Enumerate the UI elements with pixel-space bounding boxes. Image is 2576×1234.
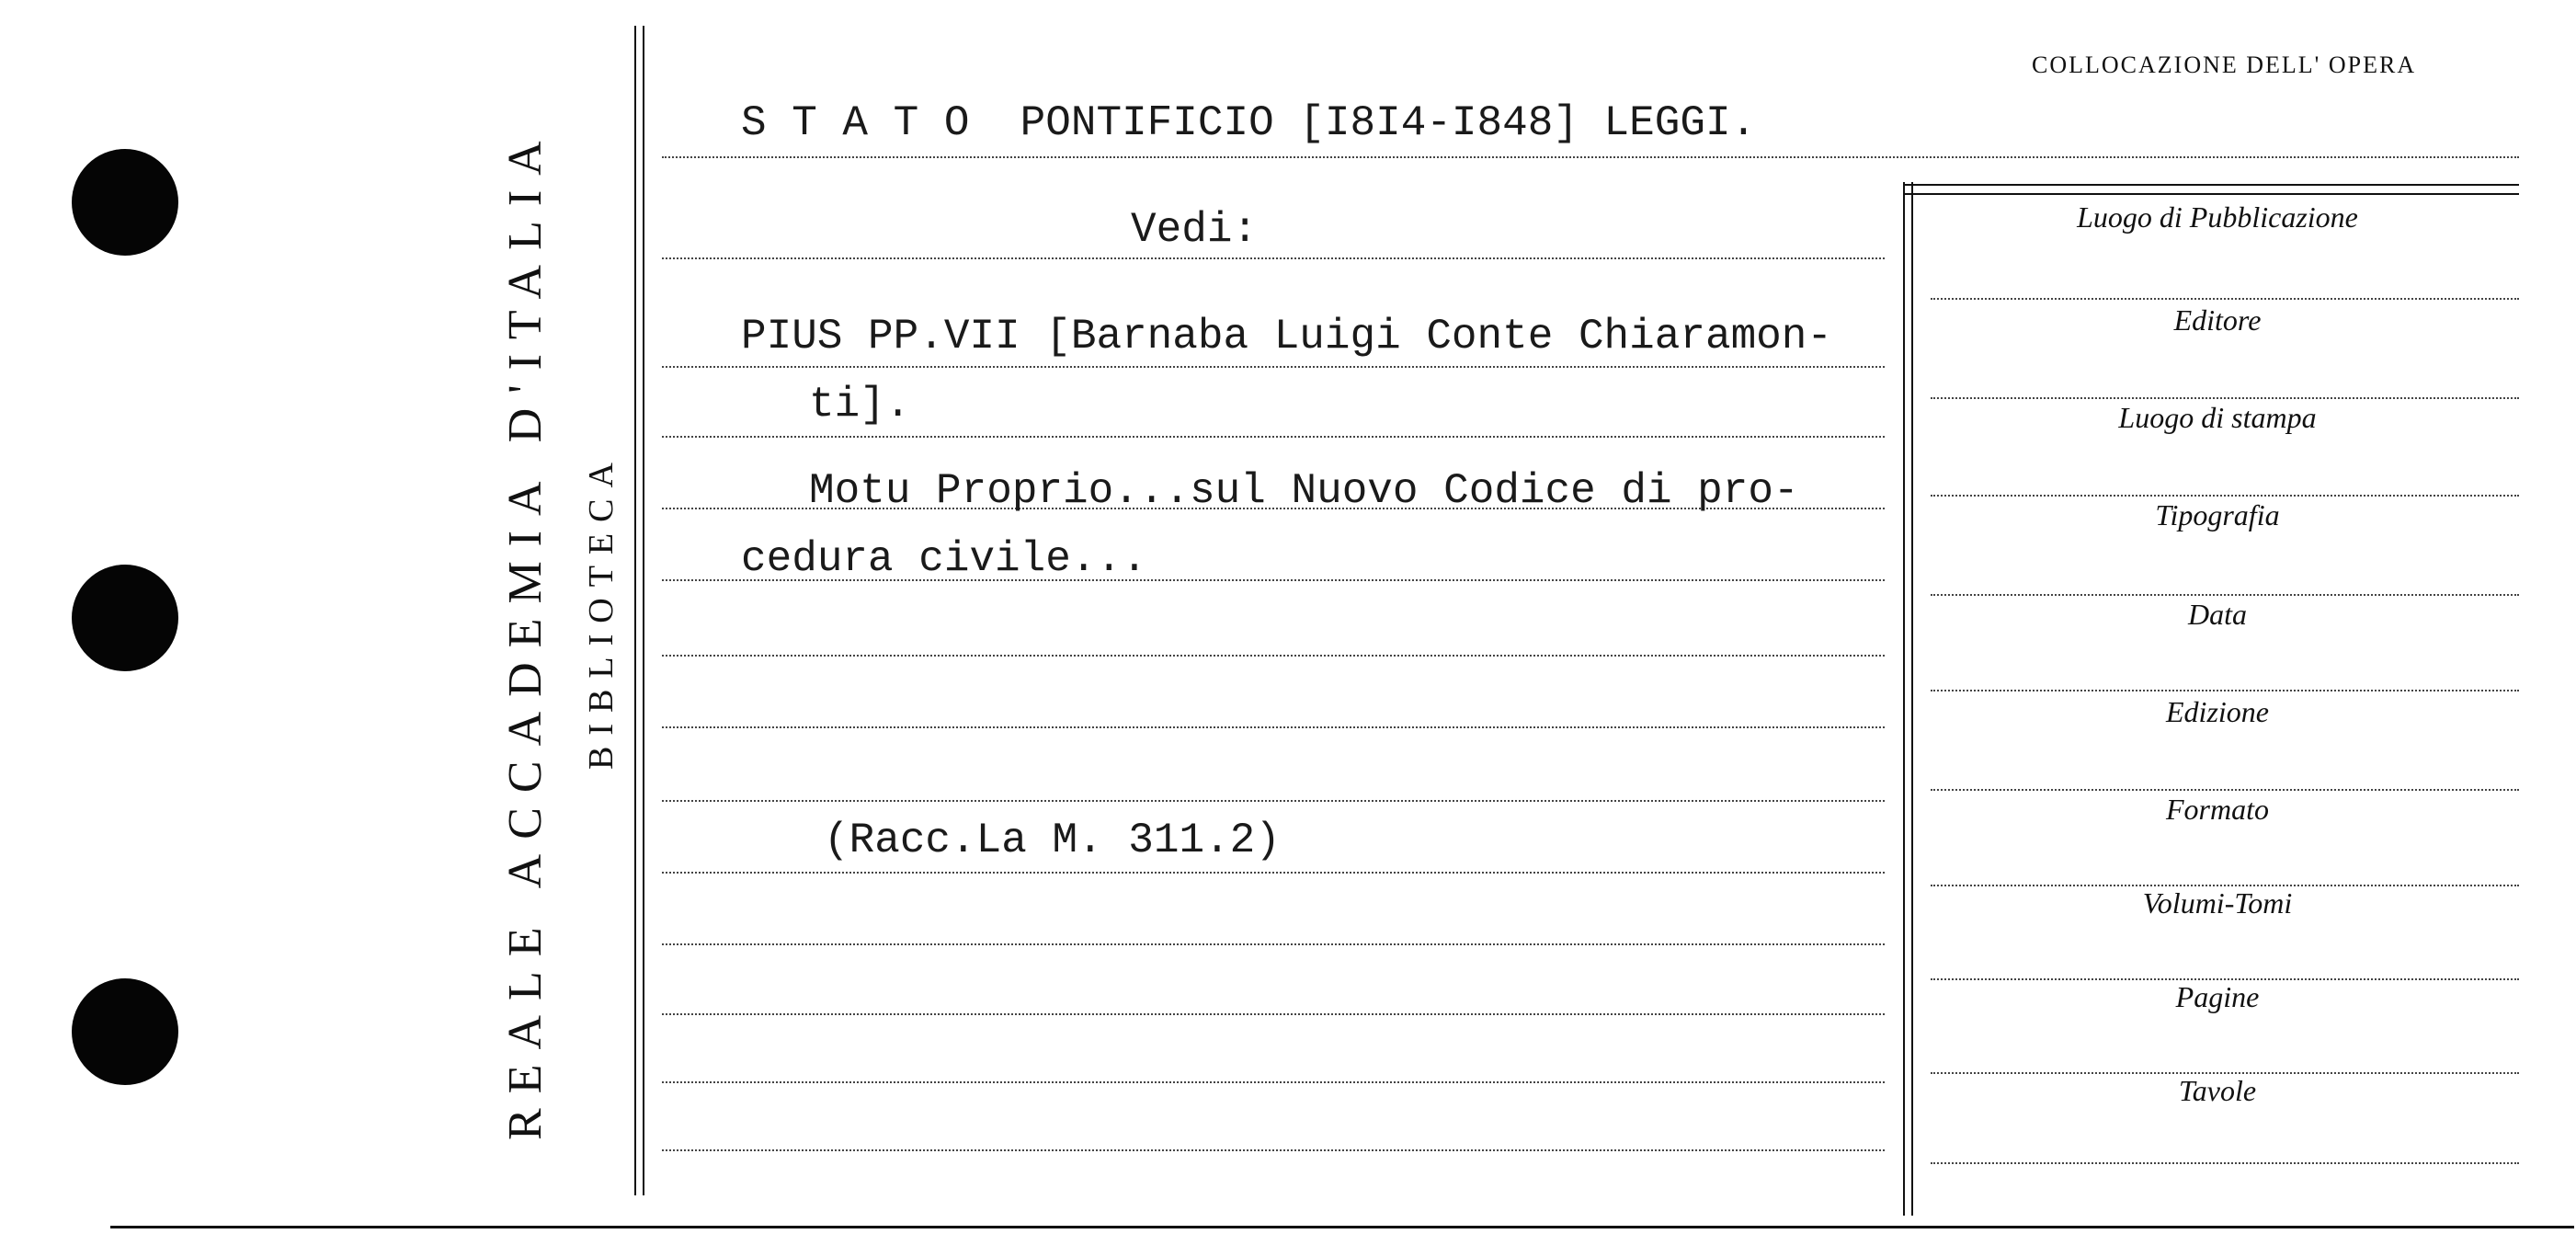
field-line — [1931, 690, 2519, 691]
writing-line — [662, 436, 1885, 438]
field-line — [1931, 298, 2519, 300]
divider — [634, 26, 636, 1195]
field-luogo-stampa: Luogo di stampa — [2118, 401, 2317, 434]
library-name: BIBLIOTECA — [582, 451, 621, 770]
entry-author-line-1: PIUS PP.VII [Barnaba Luigi Conte Chiaramon- — [741, 313, 1832, 360]
field-tipografia: Tipografia — [2155, 498, 2280, 531]
field-formato: Formato — [2166, 793, 2269, 826]
writing-line — [662, 1013, 1885, 1015]
field-pagine: Pagine — [2175, 980, 2260, 1013]
entry-see: Vedi: — [1131, 206, 1259, 254]
entry-shelfmark: (Racc.La M. 311.2) — [824, 817, 1281, 864]
writing-line — [662, 943, 1885, 945]
field-tavole: Tavole — [2178, 1074, 2257, 1107]
punch-hole — [72, 149, 178, 256]
field-data: Data — [2188, 598, 2247, 631]
writing-line — [662, 655, 1885, 657]
writing-line — [662, 257, 1885, 259]
field-line — [1931, 594, 2519, 596]
divider — [1903, 193, 2519, 195]
writing-line — [662, 156, 2519, 158]
field-line — [1931, 1162, 2519, 1164]
punch-hole — [72, 565, 178, 671]
writing-line — [662, 726, 1885, 728]
field-line — [1931, 397, 2519, 399]
writing-line — [662, 800, 1885, 802]
punch-hole — [72, 978, 178, 1085]
divider — [1903, 184, 2519, 186]
entry-author-line-2: ti]. — [809, 381, 911, 428]
divider — [110, 1226, 2574, 1228]
institution-name: REALE ACCADEMIA D'ITALIA — [499, 126, 552, 1140]
divider — [1903, 182, 1905, 1216]
writing-line — [662, 366, 1885, 368]
field-edizione: Edizione — [2166, 695, 2269, 728]
divider — [1911, 182, 1913, 1216]
writing-line — [662, 872, 1885, 874]
writing-line — [662, 1149, 1885, 1151]
collocazione-header: COLLOCAZIONE DELL' OPERA — [2032, 51, 2417, 78]
field-line — [1931, 495, 2519, 497]
entry-title-line-1: Motu Proprio...sul Nuovo Codice di pro- — [809, 467, 1799, 515]
field-editore: Editore — [2173, 303, 2262, 337]
writing-line — [662, 1081, 1885, 1083]
field-line — [1931, 789, 2519, 791]
divider — [643, 26, 644, 1195]
entry-heading: S T A T O PONTIFICIO [I8I4-I848] LEGGI. — [741, 99, 1757, 147]
field-volumi-tomi: Volumi-Tomi — [2142, 886, 2293, 920]
entry-title-line-2: cedura civile... — [741, 535, 1147, 583]
field-luogo-pubblicazione: Luogo di Pubblicazione — [2077, 200, 2358, 234]
